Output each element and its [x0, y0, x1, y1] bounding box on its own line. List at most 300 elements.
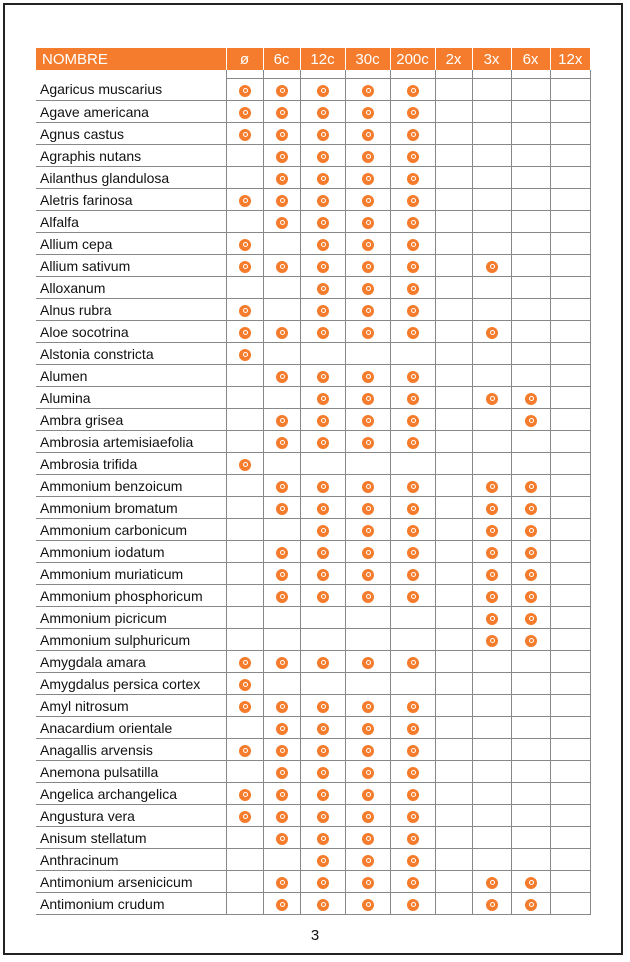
potency-cell	[226, 651, 263, 673]
potency-cell	[390, 695, 435, 717]
available-dot-icon	[239, 459, 251, 471]
available-dot-icon	[407, 789, 419, 801]
potency-cell	[226, 475, 263, 497]
available-dot-icon	[276, 591, 288, 603]
potency-cell	[472, 497, 511, 519]
available-dot-icon	[239, 327, 251, 339]
potency-cell	[263, 805, 300, 827]
potency-cell	[390, 409, 435, 431]
available-dot-icon	[525, 415, 537, 427]
table-row	[36, 343, 590, 365]
available-dot-icon	[276, 745, 288, 757]
potency-cell	[345, 255, 390, 277]
potency-cell	[550, 453, 590, 475]
table-row	[36, 79, 590, 101]
potency-cell	[390, 145, 435, 167]
potency-cell	[435, 849, 472, 871]
potency-cell	[550, 827, 590, 849]
potency-cell	[263, 453, 300, 475]
potency-cell	[263, 541, 300, 563]
potency-cell	[226, 607, 263, 629]
potency-cell	[511, 431, 550, 453]
table-row	[36, 893, 590, 915]
available-dot-icon	[276, 481, 288, 493]
available-dot-icon	[407, 525, 419, 537]
potency-cell	[511, 783, 550, 805]
potency-cell	[390, 739, 435, 761]
potency-cell	[472, 299, 511, 321]
potency-cell	[472, 893, 511, 915]
available-dot-icon	[317, 107, 329, 119]
potency-cell	[300, 849, 345, 871]
potency-cell	[300, 761, 345, 783]
potency-cell	[550, 695, 590, 717]
potency-cell	[300, 541, 345, 563]
available-dot-icon	[317, 525, 329, 537]
available-dot-icon	[317, 767, 329, 779]
potency-cell	[550, 321, 590, 343]
potency-cell	[550, 409, 590, 431]
remedy-name: Ailanthus glandulosa	[36, 167, 226, 189]
potency-cell	[345, 123, 390, 145]
available-dot-icon	[239, 811, 251, 823]
available-dot-icon	[525, 503, 537, 515]
table-row	[36, 453, 590, 475]
spacer-row	[36, 70, 590, 79]
available-dot-icon	[362, 789, 374, 801]
potency-cell	[472, 255, 511, 277]
available-dot-icon	[239, 745, 251, 757]
remedy-name: Ammonium carbonicum	[36, 519, 226, 541]
available-dot-icon	[317, 305, 329, 317]
available-dot-icon	[525, 899, 537, 911]
potency-cell	[472, 739, 511, 761]
potency-cell	[435, 827, 472, 849]
available-dot-icon	[239, 239, 251, 251]
potency-cell	[511, 277, 550, 299]
available-dot-icon	[362, 195, 374, 207]
potency-cell	[226, 541, 263, 563]
available-dot-icon	[317, 833, 329, 845]
potency-cell	[511, 541, 550, 563]
potency-cell	[226, 255, 263, 277]
potency-cell	[511, 101, 550, 123]
potency-cell	[435, 145, 472, 167]
potency-cell	[263, 849, 300, 871]
potency-cell	[300, 871, 345, 893]
potency-cell	[390, 783, 435, 805]
available-dot-icon	[317, 877, 329, 889]
potency-cell	[550, 893, 590, 915]
potency-cell	[390, 321, 435, 343]
potency-cell	[511, 255, 550, 277]
potency-cell	[511, 453, 550, 475]
available-dot-icon	[317, 591, 329, 603]
potency-cell	[435, 321, 472, 343]
potency-cell	[345, 673, 390, 695]
available-dot-icon	[239, 85, 251, 97]
potency-cell	[435, 563, 472, 585]
available-dot-icon	[317, 217, 329, 229]
available-dot-icon	[362, 811, 374, 823]
potency-cell	[300, 343, 345, 365]
potency-cell	[226, 629, 263, 651]
remedy-name: Anemona pulsatilla	[36, 761, 226, 783]
potency-cell	[345, 431, 390, 453]
potency-cell	[511, 497, 550, 519]
potency-cell	[345, 541, 390, 563]
available-dot-icon	[276, 437, 288, 449]
column-header-potency: 30c	[345, 48, 390, 70]
potency-cell	[511, 167, 550, 189]
potency-cell	[263, 431, 300, 453]
available-dot-icon	[239, 305, 251, 317]
potency-cell	[511, 673, 550, 695]
potency-cell	[345, 761, 390, 783]
table-row	[36, 805, 590, 827]
potency-cell	[300, 299, 345, 321]
available-dot-icon	[317, 745, 329, 757]
potency-cell	[511, 761, 550, 783]
potency-cell	[472, 277, 511, 299]
potency-cell	[226, 849, 263, 871]
remedy-name: Ammonium bromatum	[36, 497, 226, 519]
remedy-name: Agraphis nutans	[36, 145, 226, 167]
potency-cell	[345, 387, 390, 409]
potency-cell	[472, 475, 511, 497]
available-dot-icon	[362, 569, 374, 581]
remedy-name: Alstonia constricta	[36, 343, 226, 365]
potency-cell	[390, 607, 435, 629]
potency-cell	[300, 805, 345, 827]
potency-cell	[345, 167, 390, 189]
remedy-name: Alumina	[36, 387, 226, 409]
remedy-name: Ambra grisea	[36, 409, 226, 431]
potency-cell	[550, 145, 590, 167]
potency-cell	[345, 717, 390, 739]
table-row	[36, 101, 590, 123]
available-dot-icon	[276, 151, 288, 163]
potency-cell	[550, 167, 590, 189]
potency-cell	[263, 827, 300, 849]
table-row	[36, 497, 590, 519]
potency-cell	[435, 431, 472, 453]
potency-cell	[511, 629, 550, 651]
available-dot-icon	[362, 877, 374, 889]
potency-cell	[390, 387, 435, 409]
potency-cell	[511, 563, 550, 585]
potency-cell	[300, 893, 345, 915]
potency-cell	[550, 607, 590, 629]
potency-cell	[511, 233, 550, 255]
header-row	[36, 48, 590, 70]
potency-cell	[390, 871, 435, 893]
potency-cell	[300, 629, 345, 651]
table-row	[36, 849, 590, 871]
available-dot-icon	[317, 85, 329, 97]
potency-cell	[226, 233, 263, 255]
available-dot-icon	[407, 151, 419, 163]
available-dot-icon	[407, 569, 419, 581]
potency-cell	[345, 607, 390, 629]
potency-cell	[511, 365, 550, 387]
potency-cell	[472, 585, 511, 607]
available-dot-icon	[317, 481, 329, 493]
potency-cell	[472, 167, 511, 189]
available-dot-icon	[239, 701, 251, 713]
available-dot-icon	[525, 569, 537, 581]
available-dot-icon	[407, 811, 419, 823]
table-row	[36, 717, 590, 739]
potency-cell	[390, 365, 435, 387]
available-dot-icon	[362, 767, 374, 779]
remedy-name: Anthracinum	[36, 849, 226, 871]
page-number: 3	[310, 927, 320, 944]
available-dot-icon	[407, 239, 419, 251]
potency-cell	[472, 695, 511, 717]
table-row	[36, 871, 590, 893]
remedy-name: Allium sativum	[36, 255, 226, 277]
potency-cell	[390, 497, 435, 519]
potency-cell	[300, 167, 345, 189]
potency-cell	[390, 849, 435, 871]
potency-cell	[472, 79, 511, 101]
potency-cell	[263, 211, 300, 233]
potency-cell	[226, 101, 263, 123]
available-dot-icon	[317, 899, 329, 911]
potency-cell	[345, 321, 390, 343]
potency-cell	[226, 761, 263, 783]
available-dot-icon	[407, 657, 419, 669]
available-dot-icon	[407, 217, 419, 229]
potency-cell	[390, 431, 435, 453]
potency-cell	[472, 519, 511, 541]
table-body	[36, 70, 590, 915]
potency-cell	[263, 761, 300, 783]
table-row	[36, 299, 590, 321]
column-header-name: NOMBRE	[36, 48, 226, 70]
potency-cell	[472, 673, 511, 695]
potency-cell	[263, 519, 300, 541]
potency-cell	[435, 871, 472, 893]
potency-cell	[390, 519, 435, 541]
potency-cell	[390, 541, 435, 563]
potency-cell	[472, 387, 511, 409]
potency-cell	[550, 123, 590, 145]
remedy-name: Agave americana	[36, 101, 226, 123]
potency-cell	[550, 365, 590, 387]
potency-cell	[435, 629, 472, 651]
potency-cell	[435, 805, 472, 827]
potency-cell	[550, 189, 590, 211]
potency-cell	[263, 497, 300, 519]
remedy-name: Aletris farinosa	[36, 189, 226, 211]
potency-cell	[472, 189, 511, 211]
potency-cell	[511, 519, 550, 541]
available-dot-icon	[276, 195, 288, 207]
potency-cell	[300, 189, 345, 211]
potency-cell	[472, 123, 511, 145]
available-dot-icon	[276, 657, 288, 669]
available-dot-icon	[276, 107, 288, 119]
potency-cell	[511, 717, 550, 739]
available-dot-icon	[317, 283, 329, 295]
potency-cell	[511, 189, 550, 211]
potency-cell	[435, 717, 472, 739]
available-dot-icon	[362, 833, 374, 845]
remedy-name: Ammonium sulphuricum	[36, 629, 226, 651]
potency-cell	[300, 563, 345, 585]
remedy-name: Antimonium arsenicicum	[36, 871, 226, 893]
potency-cell	[345, 585, 390, 607]
potency-cell	[550, 761, 590, 783]
potency-cell	[472, 629, 511, 651]
table-row	[36, 585, 590, 607]
available-dot-icon	[362, 261, 374, 273]
available-dot-icon	[317, 811, 329, 823]
available-dot-icon	[317, 261, 329, 273]
column-header-potency: 200c	[390, 48, 435, 70]
potency-cell	[263, 387, 300, 409]
potency-cell	[345, 409, 390, 431]
potency-cell	[226, 453, 263, 475]
table-row	[36, 365, 590, 387]
potency-cell	[435, 167, 472, 189]
available-dot-icon	[276, 767, 288, 779]
available-dot-icon	[525, 613, 537, 625]
potency-cell	[390, 453, 435, 475]
remedy-name: Antimonium crudum	[36, 893, 226, 915]
available-dot-icon	[362, 283, 374, 295]
potency-cell	[390, 629, 435, 651]
potency-cell	[550, 497, 590, 519]
potency-cell	[550, 629, 590, 651]
potency-cell	[390, 563, 435, 585]
available-dot-icon	[525, 393, 537, 405]
available-dot-icon	[276, 877, 288, 889]
potency-cell	[345, 475, 390, 497]
available-dot-icon	[525, 547, 537, 559]
remedy-name: Alumen	[36, 365, 226, 387]
potency-cell	[226, 585, 263, 607]
table-row	[36, 651, 590, 673]
available-dot-icon	[407, 85, 419, 97]
available-dot-icon	[362, 723, 374, 735]
potency-cell	[263, 123, 300, 145]
potency-cell	[300, 255, 345, 277]
available-dot-icon	[276, 833, 288, 845]
potency-cell	[435, 651, 472, 673]
potency-cell	[435, 299, 472, 321]
potency-cell	[345, 893, 390, 915]
available-dot-icon	[276, 85, 288, 97]
potency-cell	[511, 827, 550, 849]
potency-cell	[435, 497, 472, 519]
available-dot-icon	[317, 415, 329, 427]
potency-cell	[511, 805, 550, 827]
available-dot-icon	[239, 789, 251, 801]
potency-cell	[511, 893, 550, 915]
potency-cell	[550, 717, 590, 739]
potency-cell	[435, 673, 472, 695]
available-dot-icon	[407, 173, 419, 185]
available-dot-icon	[407, 723, 419, 735]
potency-cell	[300, 827, 345, 849]
available-dot-icon	[362, 657, 374, 669]
available-dot-icon	[362, 481, 374, 493]
potency-cell	[263, 563, 300, 585]
potency-cell	[550, 871, 590, 893]
potency-cell	[300, 739, 345, 761]
available-dot-icon	[317, 239, 329, 251]
potency-cell	[550, 475, 590, 497]
potency-cell	[263, 101, 300, 123]
available-dot-icon	[486, 547, 498, 559]
potency-cell	[226, 805, 263, 827]
potency-cell	[263, 145, 300, 167]
available-dot-icon	[362, 107, 374, 119]
potency-cell	[435, 739, 472, 761]
available-dot-icon	[486, 481, 498, 493]
available-dot-icon	[239, 107, 251, 119]
potency-cell	[550, 233, 590, 255]
available-dot-icon	[276, 547, 288, 559]
available-dot-icon	[362, 855, 374, 867]
table-row	[36, 673, 590, 695]
potency-cell	[300, 277, 345, 299]
potency-cell	[263, 871, 300, 893]
available-dot-icon	[407, 283, 419, 295]
potency-cell	[390, 123, 435, 145]
available-dot-icon	[525, 877, 537, 889]
potency-cell	[550, 563, 590, 585]
remedy-name: Ammonium iodatum	[36, 541, 226, 563]
potency-cell	[345, 343, 390, 365]
potency-cell	[435, 255, 472, 277]
column-header-potency: ø	[226, 48, 263, 70]
available-dot-icon	[317, 173, 329, 185]
available-dot-icon	[407, 877, 419, 889]
potency-cell	[263, 475, 300, 497]
potency-cell	[345, 739, 390, 761]
potency-cell	[226, 739, 263, 761]
available-dot-icon	[239, 129, 251, 141]
potency-cell	[345, 233, 390, 255]
potency-cell	[345, 629, 390, 651]
potency-cell	[300, 365, 345, 387]
potency-cell	[511, 211, 550, 233]
potency-cell	[435, 607, 472, 629]
available-dot-icon	[407, 195, 419, 207]
available-dot-icon	[276, 415, 288, 427]
potency-cell	[263, 695, 300, 717]
potency-cell	[435, 453, 472, 475]
available-dot-icon	[276, 327, 288, 339]
potency-cell	[345, 519, 390, 541]
available-dot-icon	[362, 525, 374, 537]
table-row	[36, 167, 590, 189]
table-row	[36, 431, 590, 453]
potency-cell	[472, 431, 511, 453]
potency-cell	[226, 827, 263, 849]
potency-cell	[300, 211, 345, 233]
potency-cell	[263, 167, 300, 189]
available-dot-icon	[276, 371, 288, 383]
potency-cell	[472, 365, 511, 387]
potency-cell	[226, 79, 263, 101]
potency-cell	[300, 519, 345, 541]
potency-cell	[472, 805, 511, 827]
